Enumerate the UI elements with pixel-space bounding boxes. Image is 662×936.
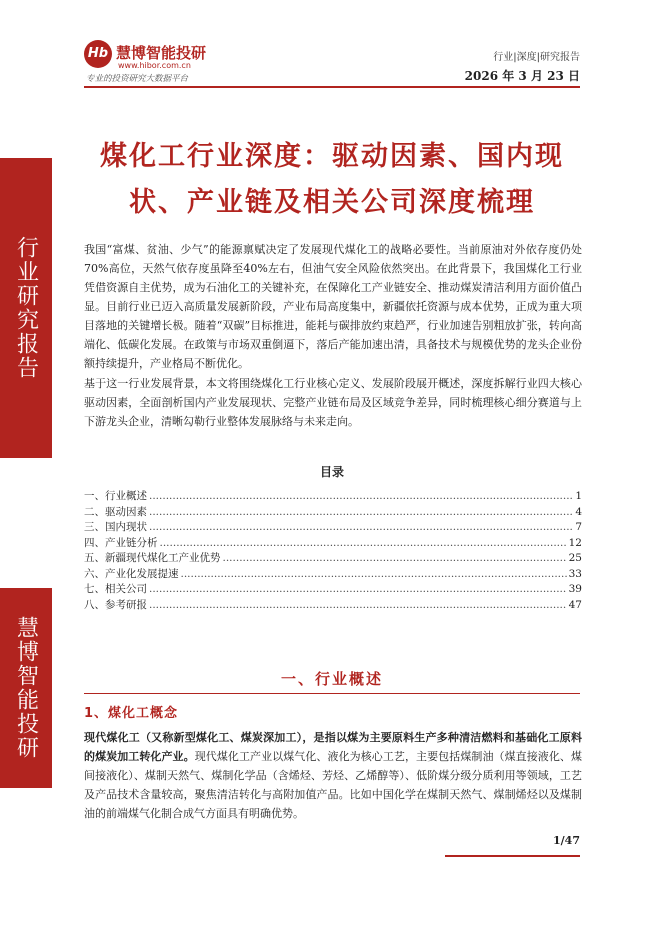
- sidebar-bottom-label: 慧博智能投研: [13, 616, 39, 760]
- toc-item[interactable]: [84, 597, 582, 613]
- brand-name: 慧博智能投研: [116, 44, 207, 62]
- toc-item-page: 12: [568, 536, 582, 549]
- definition-text: 现代煤化工产业以煤气化、液化为核心工艺，主要包括煤制油（煤直接液化、煤间接液化）、煤制天然气、煤制化学品（含烯烃、芳烃、乙烯醇等）、低阶煤分级分质利用等领域，工艺及产品技术含量较高，聚焦清洁转化与高附加值产品。比如中国化学在煤制天然气、煤制烯烃以及煤制油的前端煤气化制合成气方面具有明确优势。: [84, 750, 583, 820]
- toc-item-page: 1: [575, 490, 582, 502]
- toc-leader: [181, 568, 567, 580]
- toc-leader: [149, 490, 573, 502]
- toc-item-label: 一、行业概述: [84, 490, 147, 502]
- toc-title: 目录: [319, 465, 344, 479]
- toc-leader: [149, 583, 567, 595]
- toc-item[interactable]: [84, 566, 582, 582]
- toc-item-page: 33: [568, 567, 582, 580]
- toc-item[interactable]: [84, 504, 582, 520]
- sidebar-top-label: 行业研究报告: [13, 236, 39, 380]
- toc-item[interactable]: [84, 581, 582, 597]
- toc-leader: [149, 506, 573, 518]
- brand-slogan: 专业的投资研究大数据平台: [86, 74, 189, 84]
- intro-paragraph-2: 基于这一行业发展背景，本文将围绕煤化工行业核心定义、发展阶段展开概述，深度拆解行业四大核心驱动因素，全面剖析国内产业发展现状、完整产业链布局及区域竞争差异，同时梳理核心细分赛道与上下游龙头企业，清晰勾勒行业整体发展脉络与未来走向。: [84, 377, 582, 428]
- logo-icon: Hb: [84, 40, 112, 68]
- page-title: 煤化工行业深度：驱动因素、国内现状、产业链及相关公司深度梳理: [100, 141, 564, 218]
- section-heading: 一、行业概述: [280, 670, 383, 688]
- toc-item-page: 7: [575, 521, 582, 533]
- toc-item-label: 八、参考研报: [84, 598, 147, 611]
- toc-item[interactable]: [84, 488, 582, 504]
- toc-item[interactable]: [84, 550, 582, 566]
- table-of-contents: [84, 488, 582, 612]
- section-divider: [84, 693, 580, 694]
- toc-item-page: 39: [568, 583, 582, 595]
- toc-leader: [149, 599, 567, 611]
- header-divider: [84, 86, 580, 88]
- toc-leader: [160, 537, 567, 549]
- toc-item-page: 4: [575, 505, 582, 518]
- toc-item-label: 二、驱动因素: [84, 505, 147, 518]
- toc-item-page: 25: [568, 552, 582, 564]
- sidebar-banner-top: [0, 158, 52, 458]
- doc-type: 行业|深度|研究报告: [493, 52, 580, 63]
- toc-item[interactable]: [84, 535, 582, 551]
- toc-item-label: 四、产业链分析: [84, 536, 158, 549]
- section-paragraph: [84, 728, 582, 823]
- definition-bold-text: 现代煤化工（又称新型煤化工、煤炭深加工），是指以煤为主要原料生产多种清洁燃料和基础化工原料的煤炭加工转化产业。: [84, 731, 582, 763]
- footer-divider: [445, 855, 580, 857]
- toc-leader: [149, 521, 573, 533]
- sidebar-banner-bottom: [0, 588, 52, 788]
- intro-paragraph-1: 我国“富煤、贫油、少气”的能源禀赋决定了发展现代煤化工的战略必要性。当前原油对外依存度仍处70%高位，天然气依存度虽降至40%左右，但油气安全风险依然突出。在此背景下，我国煤化工行业凭借资源自主优势，成为石油化工的关键补充，在保障化工产业链安全、推动煤炭清洁利用方面价值凸显。目前行业已迈入高质量发展新阶段，产业布局高度集中，新疆依托资源与成本优势，正成为重大项目落地的关键增长极。随着“双碳”目标推进，能耗与碳排放约束趋严，行业加速告别粗放扩张，转向高端化、低碳化发展。在政策与市场双重倒逼下，落后产能加速出清，具备技术与规模优势的龙头企业份额持续提升，产业格局不断优化。: [84, 243, 582, 370]
- toc-item[interactable]: [84, 519, 582, 535]
- toc-item-label: 三、国内现状: [84, 521, 147, 533]
- page-number: 1/47: [553, 834, 580, 847]
- toc-item-label: 七、相关公司: [84, 583, 147, 595]
- doc-date: 2026 年 3 月 23 日: [464, 69, 580, 83]
- toc-item-page: 47: [568, 598, 582, 611]
- toc-item-label: 五、新疆现代煤化工产业优势: [84, 552, 221, 564]
- brand-url: www.hibor.com.cn: [118, 61, 191, 70]
- toc-item-label: 六、产业化发展提速: [84, 567, 179, 580]
- toc-leader: [223, 552, 567, 564]
- subsection-heading: 1、煤化工概念: [84, 706, 179, 721]
- header-meta: [465, 48, 580, 84]
